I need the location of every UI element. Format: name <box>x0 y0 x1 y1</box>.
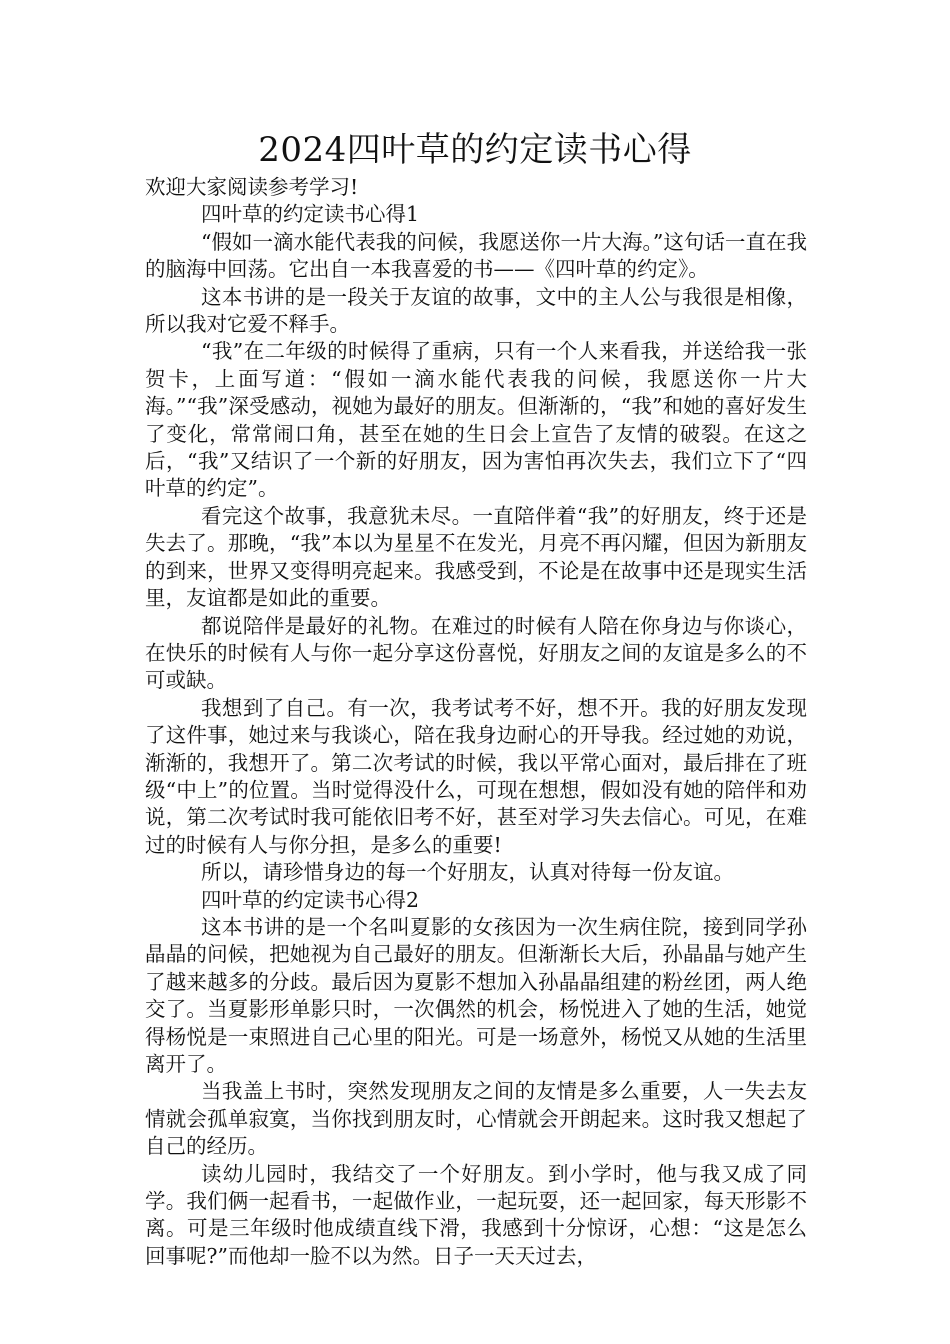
paragraph: 所以，请珍惜身边的每一个好朋友，认真对待每一份友谊。 <box>201 860 734 885</box>
document-title: 2024四叶草的约定读书心得 <box>258 130 692 170</box>
paragraph: 四叶草的约定读书心得1 <box>201 202 420 227</box>
paragraph: 当我盖上书时，突然发现朋友之间的友情是多么重要，人一失去友情就会孤单寂寞，当你找到朋友时，心情就会开朗起来。这时我又想起了自己的经历。 <box>145 1079 807 1159</box>
paragraph: “我”在二年级的时候得了重病，只有一个人来看我，并送给我一张贺卡，上面写道：“假如一滴水能代表我的问候，我愿送你一片大海。”“我”深受感动，视她为最好的朋友。但渐渐的，“我”和她的喜好发生了变化，常常闹口角，甚至在她的生日会上宣告了友情的破裂。在这之后，“我”又结识了一个新的好朋友，因为害怕再次失去，我们立下了“四叶草的约定”。 <box>145 339 807 501</box>
paragraph: 四叶草的约定读书心得2 <box>201 887 420 912</box>
paragraph: 这本书讲的是一个名叫夏影的女孩因为一次生病住院，接到同学孙晶晶的问候，把她视为自己最好的朋友。但渐渐长大后，孙晶晶与她产生了越来越多的分歧。最后因为夏影不想加入孙晶晶组建的粉丝团，两人绝交了。当夏影形单影只时，一次偶然的机会，杨悦进入了她的生活，她觉得杨悦是一束照进自己心里的阳光。可是一场意外，杨悦又从她的生活里离开了。 <box>145 914 807 1076</box>
paragraph: 看完这个故事，我意犹未尽。一直陪伴着“我”的好朋友，终于还是失去了。那晚，“我”本以为星星不在发光，月亮不再闪耀，但因为新朋友的到来，世界又变得明亮起来。我感受到，不论是在故事中还是现实生活里，友谊都是如此的重要。 <box>145 503 807 611</box>
document-body <box>145 174 807 1270</box>
paragraph: 我想到了自己。有一次，我考试考不好，想不开。我的好朋友发现了这件事，她过来与我谈心，陪在我身边耐心的开导我。经过她的劝说，渐渐的，我想开了。第二次考试的时候，我以平常心面对，最后排在了班级“中上”的位置。当时觉得没什么，可现在想想，假如没有她的陪伴和劝说，第二次考试时我可能依旧考不好，甚至对学习失去信心。可见，在难过的时候有人与你分担，是多么的重要! <box>145 695 807 857</box>
paragraph: “假如一滴水能代表我的问候，我愿送你一片大海。”这句话一直在我的脑海中回荡。它出自一本我喜爱的书——《四叶草的约定》。 <box>145 229 807 282</box>
paragraph: 欢迎大家阅读参考学习! <box>145 175 359 199</box>
paragraph: 这本书讲的是一段关于友谊的故事，文中的主人公与我很是相像，所以我对它爱不释手。 <box>145 284 807 337</box>
paragraph: 读幼儿园时，我结交了一个好朋友。到小学时，他与我又成了同学。我们俩一起看书，一起做作业，一起玩耍，还一起回家，每天形影不离。可是三年级时他成绩直线下滑，我感到十分惊讶，心想：“这是怎么回事呢?”而他却一脸不以为然。日子一天天过去， <box>145 1161 807 1268</box>
paragraph: 都说陪伴是最好的礼物。在难过的时候有人陪在你身边与你谈心，在快乐的时候有人与你一起分享这份喜悦，好朋友之间的友谊是多么的不可或缺。 <box>145 613 807 693</box>
